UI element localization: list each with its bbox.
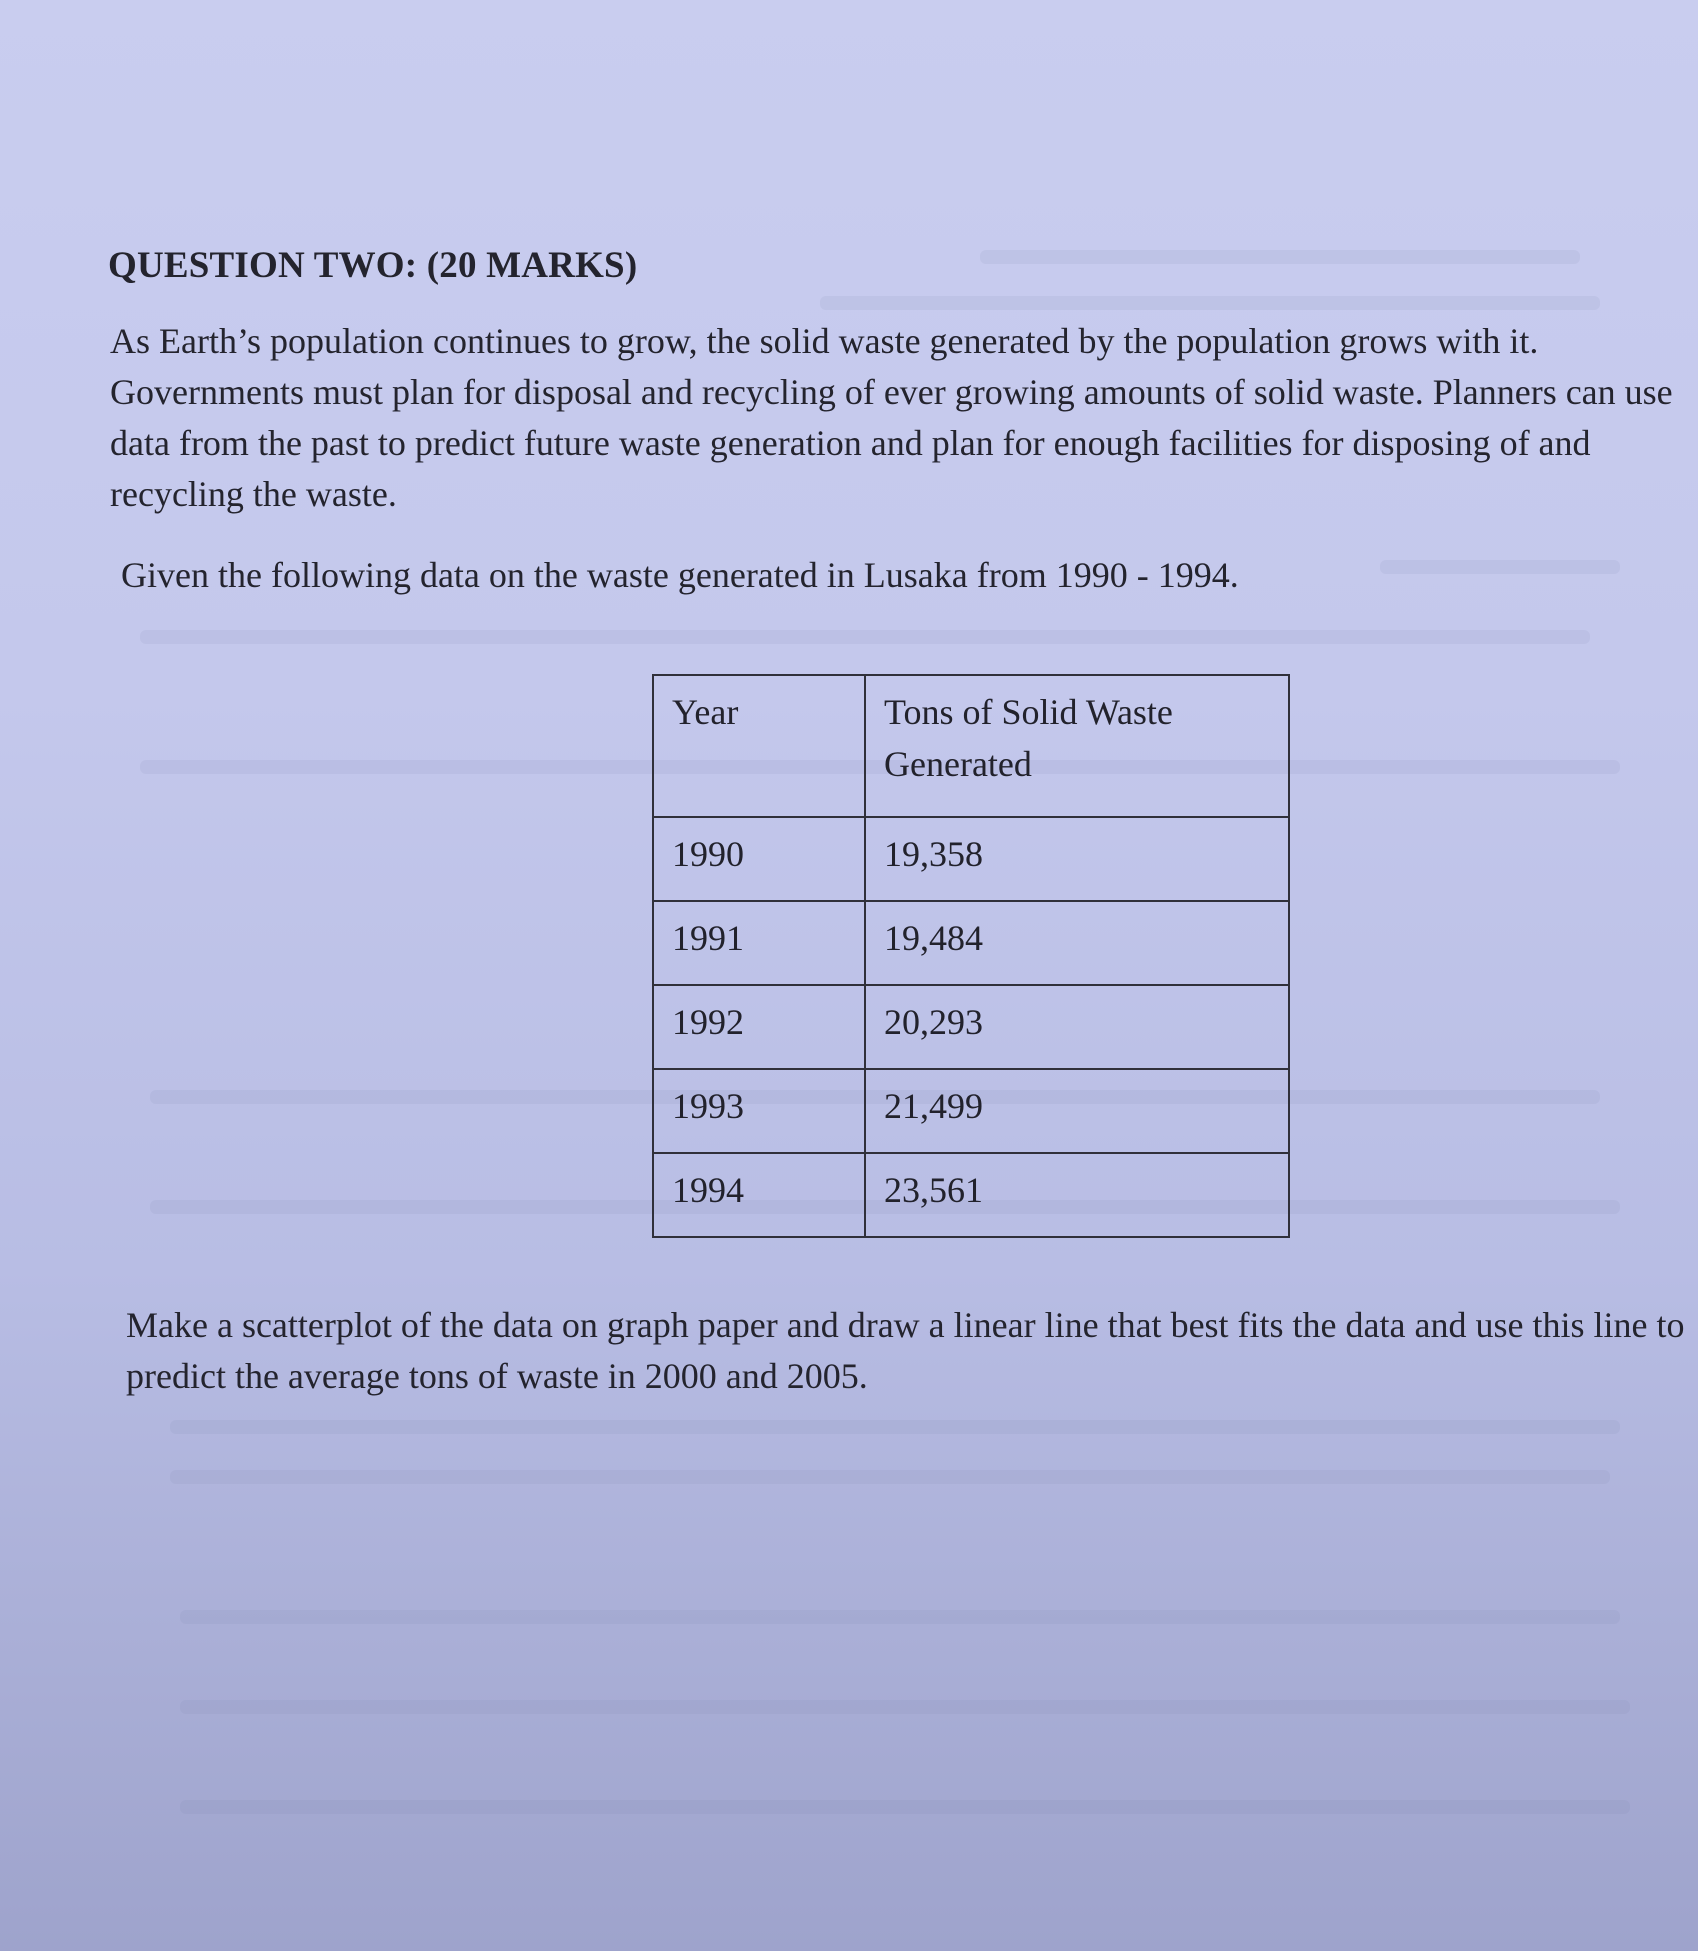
table-row: [653, 901, 1289, 985]
cell-year: 1990: [653, 817, 865, 901]
bleed-through-mark: [140, 630, 1590, 644]
bleed-through-mark: [180, 1700, 1630, 1714]
waste-data-table: [652, 674, 1290, 1238]
table-header-row: [653, 675, 1289, 817]
cell-tons: 23,561: [865, 1153, 1289, 1237]
bleed-through-mark: [170, 1420, 1620, 1434]
header-year: Year: [653, 675, 865, 817]
cell-tons: 21,499: [865, 1069, 1289, 1153]
cell-year: 1991: [653, 901, 865, 985]
bleed-through-mark: [180, 1610, 1620, 1624]
bleed-through-mark: [170, 1470, 1610, 1484]
bleed-through-mark: [180, 1800, 1630, 1814]
cell-tons: 20,293: [865, 985, 1289, 1069]
bleed-through-mark: [980, 250, 1580, 264]
task-instruction: Make a scatterplot of the data on graph paper and draw a linear line that best fits the data and use this line to predict the average tons of waste in 2000 and 2005.: [126, 1305, 1685, 1396]
question-heading: QUESTION TWO: (20 MARKS): [108, 245, 638, 286]
cell-year: 1992: [653, 985, 865, 1069]
table-row: [653, 985, 1289, 1069]
table-row: [653, 817, 1289, 901]
given-statement: Given the following data on the waste generated in Lusaka from 1990 - 1994.: [121, 555, 1239, 595]
cell-year: 1993: [653, 1069, 865, 1153]
bleed-through-mark: [820, 296, 1600, 310]
bleed-through-mark: [1380, 560, 1620, 574]
cell-year: 1994: [653, 1153, 865, 1237]
table-row: [653, 1153, 1289, 1237]
intro-paragraph: As Earth’s population continues to grow, the solid waste generated by the population grows with it. Governments must plan for disposal and recycling of ever growing amounts of solid waste. Planners can use data from the past to predict future waste generation and plan for enough facilities for disposing of and recycling the waste.: [110, 321, 1673, 514]
header-tons: Tons of Solid Waste Generated: [865, 675, 1289, 817]
cell-tons: 19,358: [865, 817, 1289, 901]
table-row: [653, 1069, 1289, 1153]
waste-data-table-container: [652, 674, 1290, 1238]
cell-tons: 19,484: [865, 901, 1289, 985]
